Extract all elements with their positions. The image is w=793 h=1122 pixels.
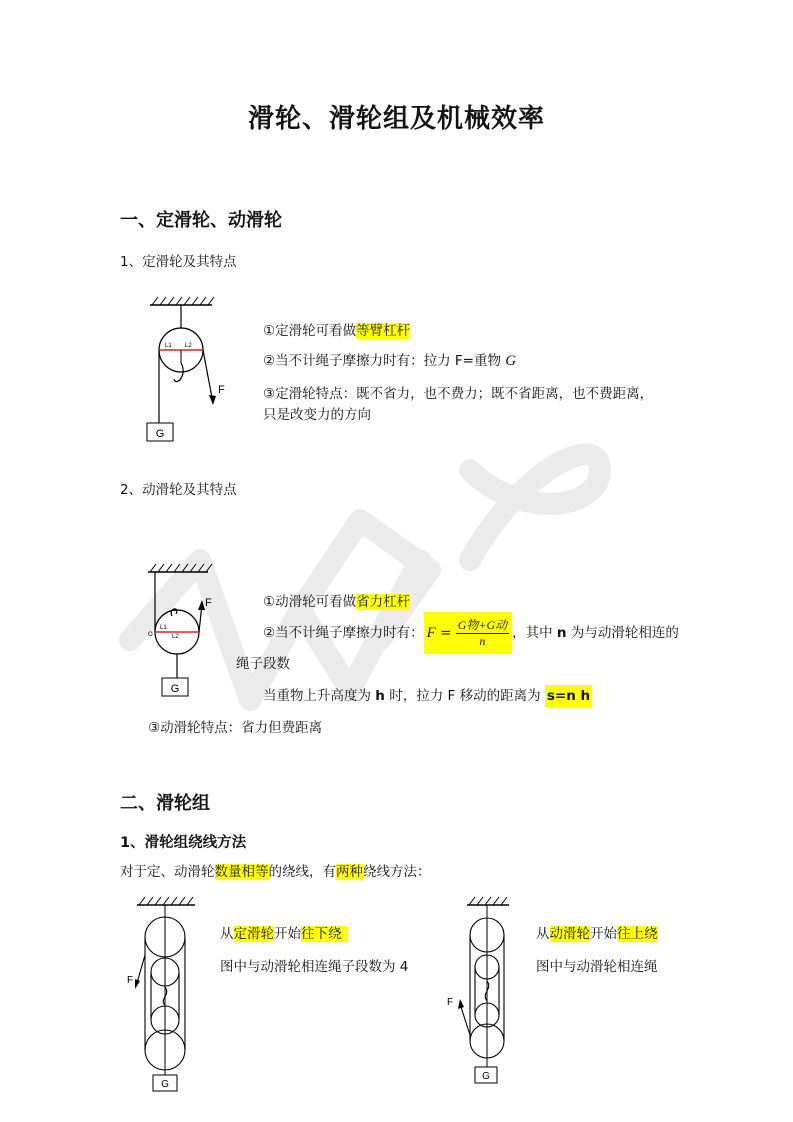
movable-line2: ②当不计绳子摩擦力时有： F = $\frac{\text{G物+G动}}{n}$ ，其中 n 为与动滑轮相连的 <box>263 612 679 654</box>
force-saving-lever-highlight: 省力杠杆 <box>356 594 411 610</box>
right-method-line2: 图中与动滑轮相连绳 <box>536 959 658 975</box>
left-method-line2: 图中与动滑轮相连绳子段数为 4 <box>220 959 409 975</box>
fixed-line1: ①定滑轮可看做等臂杠杆 <box>263 323 411 339</box>
movable-line3: 绳子段数 <box>236 656 290 672</box>
movable-line5: ③动滑轮特点：省力但费距离 <box>148 720 323 736</box>
left-method-line1: 从定滑轮开始往下绕 <box>220 924 348 944</box>
right-method-line1: 从动滑轮开始往上绕 <box>536 926 658 942</box>
movable-pulley-figure <box>140 560 230 700</box>
movable-fig-L1: L1 <box>160 625 167 631</box>
page-title: 滑轮、滑轮组及机械效率 <box>247 104 545 134</box>
fixed-pulley-subheading: 1、定滑轮及其特点 <box>120 254 237 270</box>
movable-line1: ①动滑轮可看做省力杠杆 <box>263 594 411 610</box>
fixed-line3: ③定滑轮特点：既不省力，也不费力；既不省距离，也不费距离， <box>263 386 654 402</box>
fixed-fig-L1: L1 <box>165 343 172 349</box>
fixed-fig-G: G <box>155 428 165 440</box>
section2-heading: 二、滑轮组 <box>120 793 210 814</box>
pulley-group-left-figure <box>125 895 205 1105</box>
fixed-pulley-figure <box>140 295 230 445</box>
right-group-G: G <box>482 1071 490 1082</box>
pulley-group-subheading: 1、滑轮组绕线方法 <box>120 835 247 851</box>
right-group-F: F <box>447 997 454 1008</box>
movable-formula: F = $\frac{\text{G物+G动}}{n}$ <box>424 612 513 654</box>
equal-arm-lever-highlight: 等臂杠杆 <box>356 323 411 339</box>
pulley-group-intro: 对于定、动滑轮数量相等的绕线，有两种绕线方法： <box>120 864 431 880</box>
fixed-fig-L2: L2 <box>185 343 192 349</box>
left-group-F: F <box>127 975 134 986</box>
movable-fig-G: G <box>170 683 180 695</box>
left-group-G: G <box>161 1079 169 1090</box>
pulley-group-right-figure <box>445 895 525 1095</box>
fixed-line4: 只是改变力的方向 <box>263 407 371 423</box>
fixed-line2: ②当不计绳子摩擦力时有：拉力 F=重物 G <box>263 353 517 369</box>
movable-pulley-subheading: 2、动滑轮及其特点 <box>120 482 237 498</box>
section1-heading: 一、定滑轮、动滑轮 <box>120 210 282 231</box>
distance-formula-highlight: s=n h <box>545 685 592 707</box>
movable-line4: 当重物上升高度为 h 时，拉力 F 移动的距离为 s=n h <box>263 686 592 706</box>
movable-fig-O: O <box>148 632 153 638</box>
movable-fig-F: F <box>205 597 212 609</box>
fixed-fig-F: F <box>218 384 225 396</box>
movable-fig-L2: L2 <box>172 634 179 640</box>
